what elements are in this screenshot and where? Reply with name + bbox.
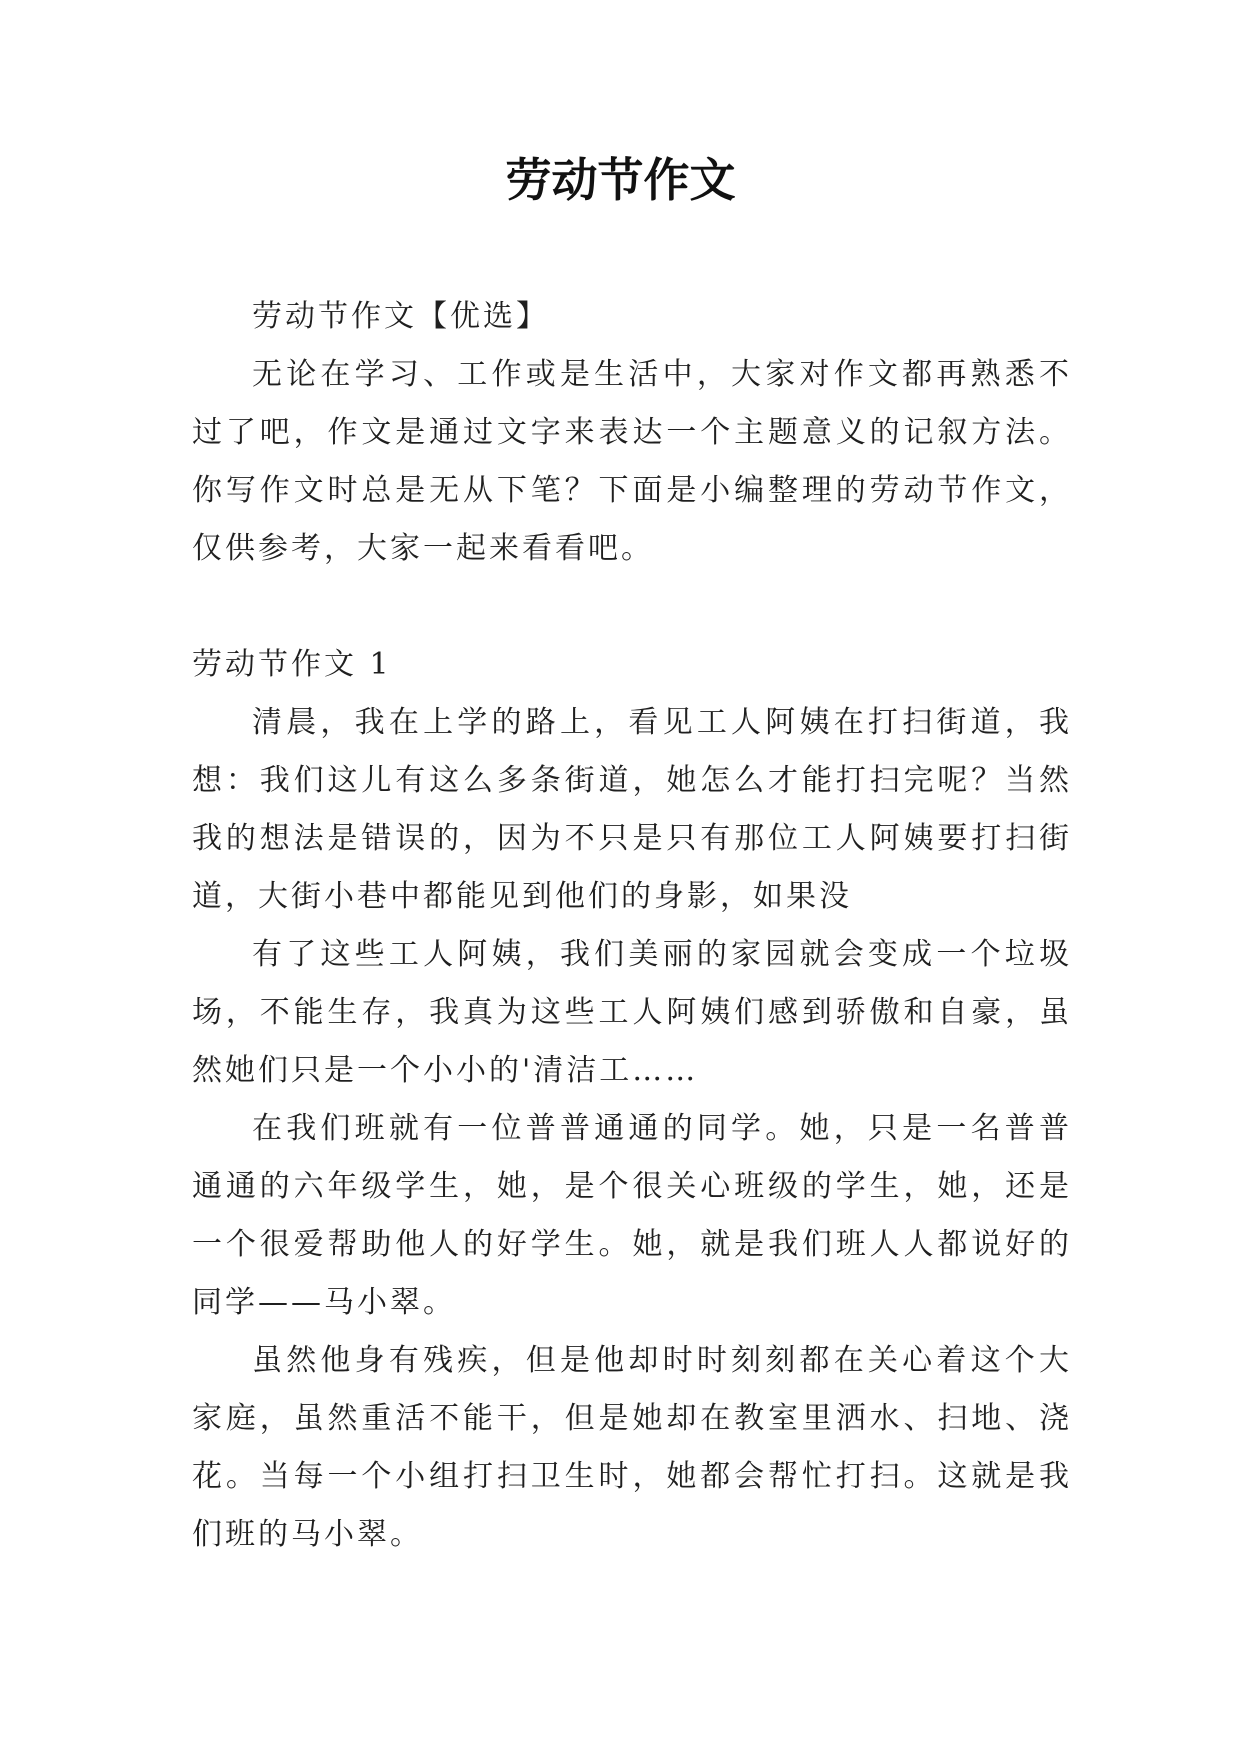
section-heading: 劳动节作文 1 (192, 647, 392, 682)
paragraph-2: 有了这些工人阿姨，我们美丽的家园就会变成一个垃圾场，不能生存，我真为这些工人阿姨们感到骄傲和自豪，虽然她们只是一个小小的'清洁工…… (192, 937, 1072, 1088)
document-body (192, 288, 1072, 1564)
paragraph-1: 清晨，我在上学的路上，看见工人阿姨在打扫街道，我想：我们这儿有这么多条街道，她怎么才能打扫完呢？当然我的想法是错误的，因为不只是只有那位工人阿姨要打扫街道，大街小巷中都能见到他们的身影，如果没 (192, 705, 1072, 914)
intro-paragraph: 无论在学习、工作或是生活中，大家对作文都再熟悉不过了吧，作文是通过文字来表达一个主题意义的记叙方法。你写作文时总是无从下笔？下面是小编整理的劳动节作文，仅供参考，大家一起来看看吧。 (192, 357, 1072, 566)
document-subtitle: 劳动节作文【优选】 (252, 299, 549, 334)
paragraph-3: 在我们班就有一位普普通通的同学。她，只是一名普普通通的六年级学生，她，是个很关心班级的学生，她，还是一个很爱帮助他人的好学生。她，就是我们班人人都说好的同学——马小翠。 (192, 1111, 1072, 1320)
document-title: 劳动节作文 (505, 153, 736, 207)
paragraph-4: 虽然他身有残疾，但是他却时时刻刻都在关心着这个大家庭，虽然重活不能干，但是她却在教室里洒水、扫地、浇花。当每一个小组打扫卫生时，她都会帮忙打扫。这就是我们班的马小翠。 (192, 1343, 1072, 1552)
